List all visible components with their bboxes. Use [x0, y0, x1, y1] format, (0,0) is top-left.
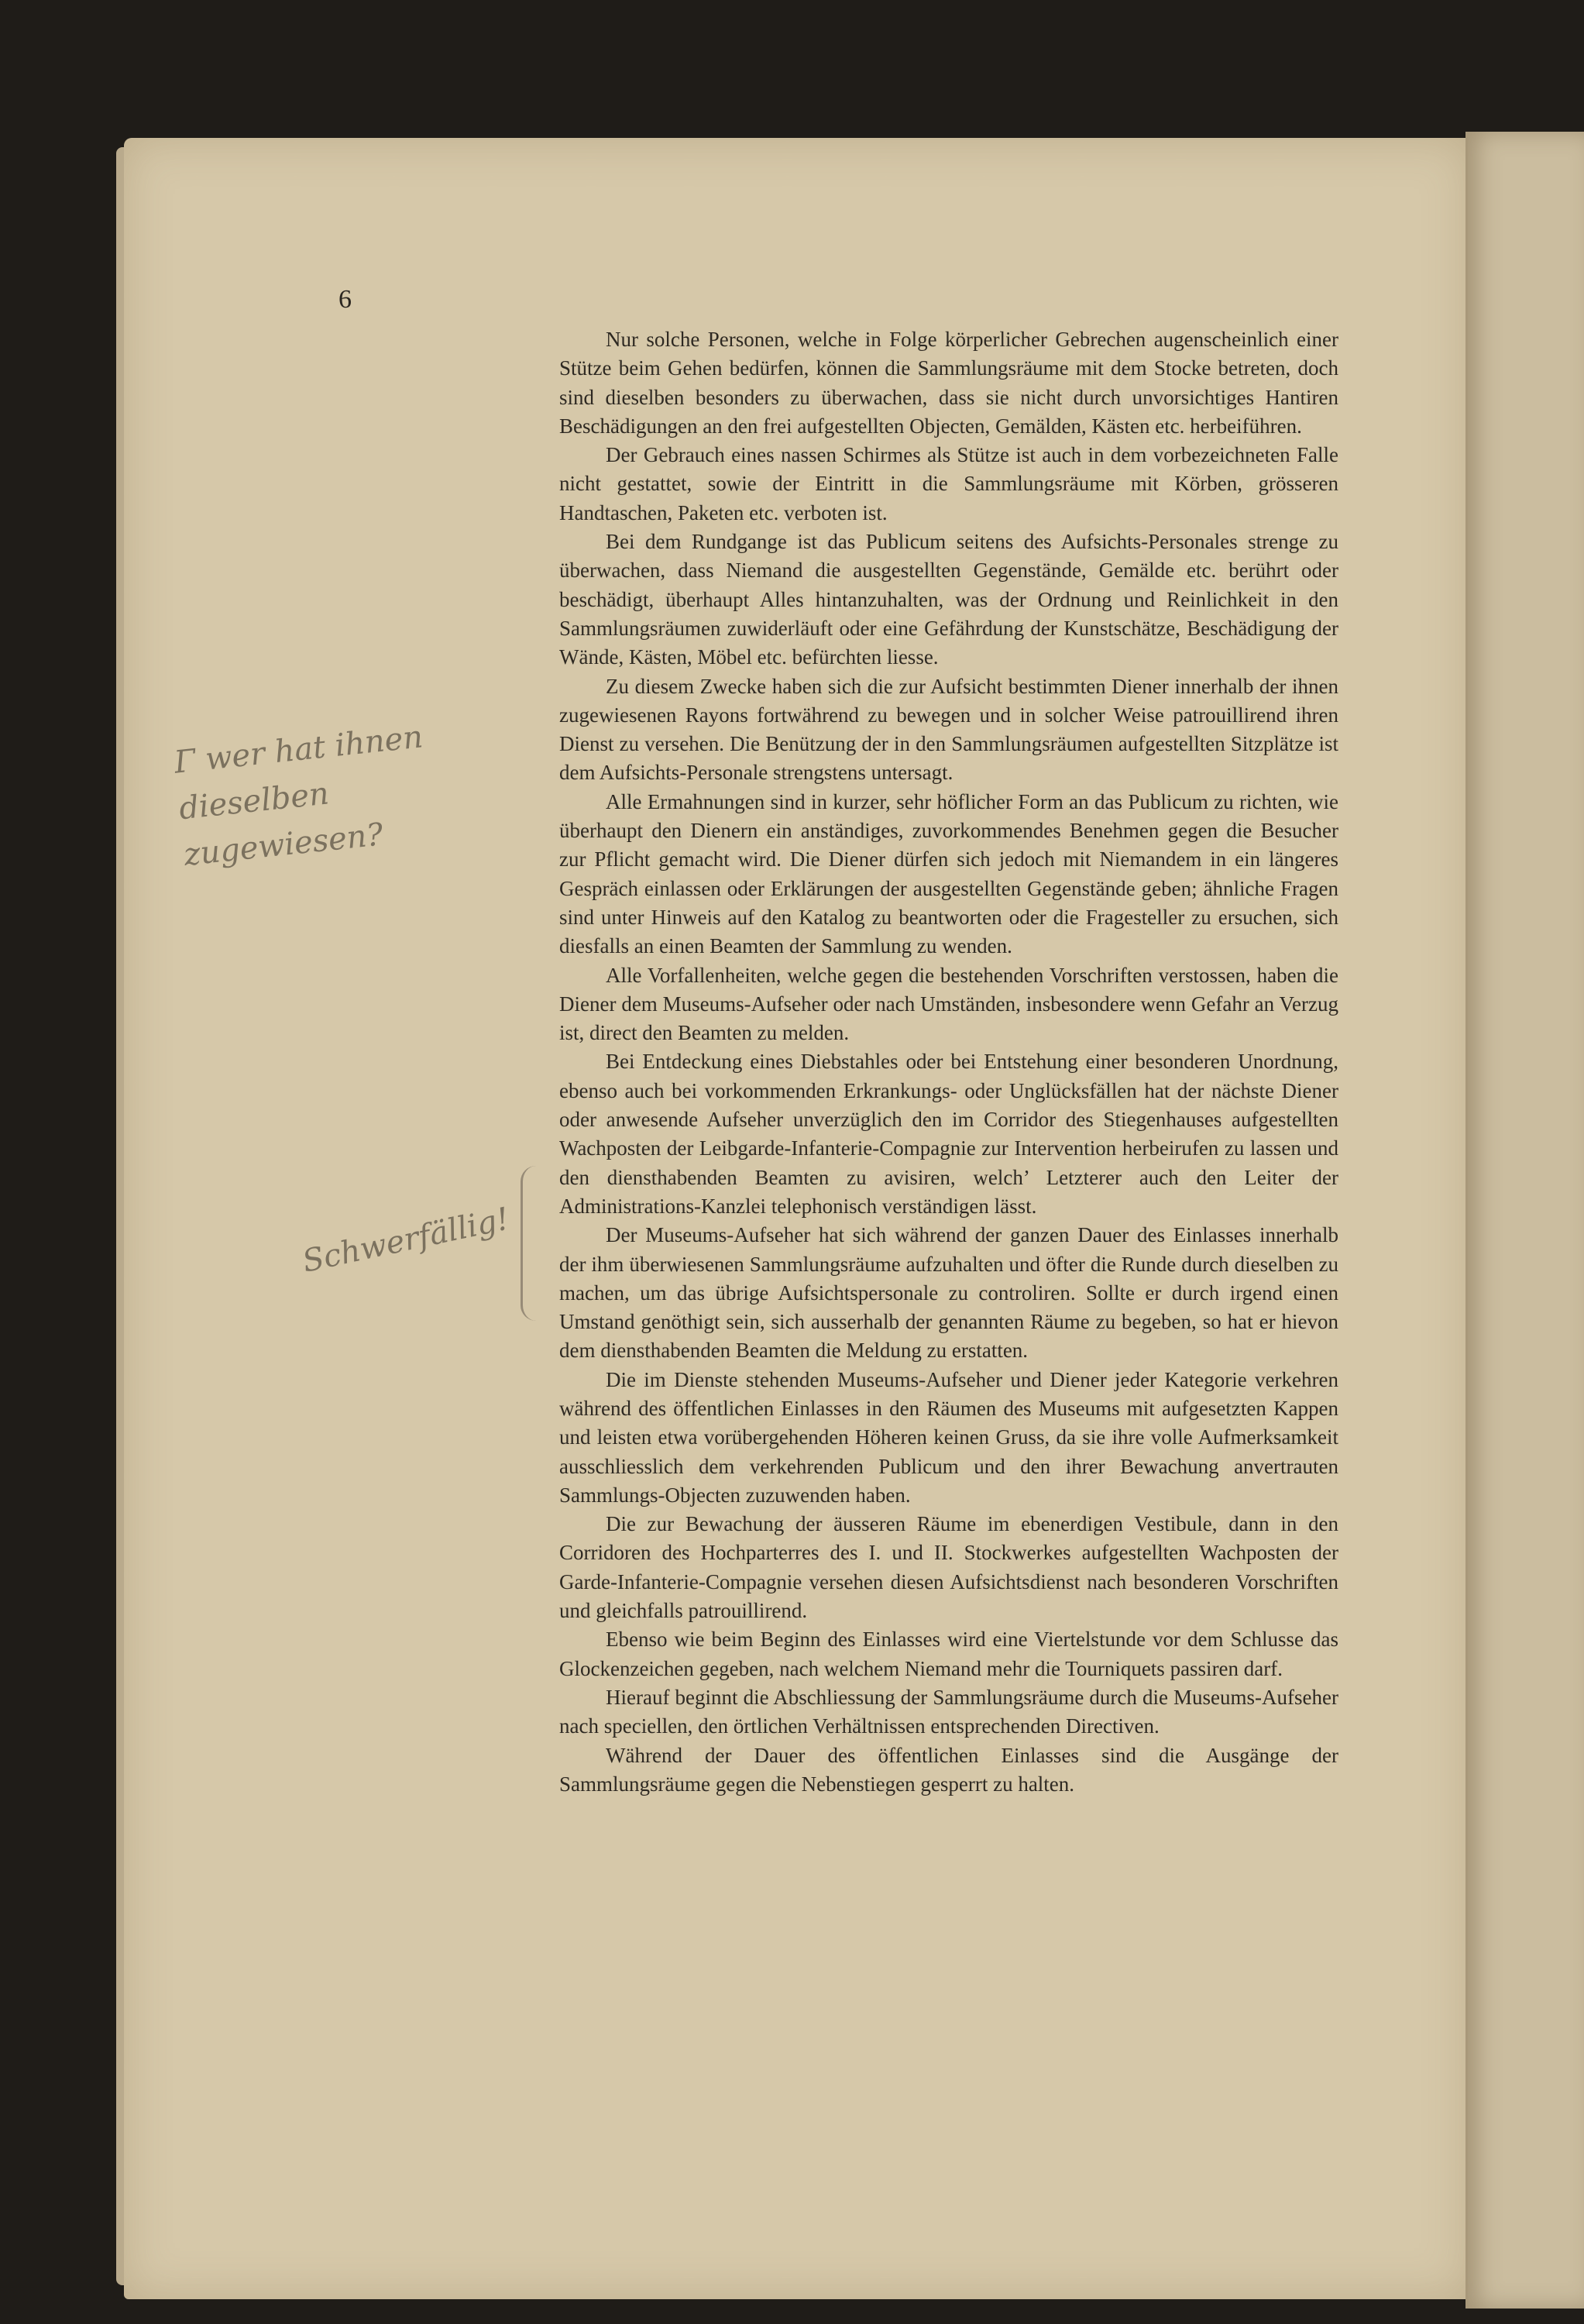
handwritten-margin-note-schwerfaellig: Schwerfällig! — [299, 1201, 513, 1280]
paragraph: Der Museums-Aufseher hat sich während der ganzen Dauer des Einlasses innerhalb der ihm überwiesenen Sammlungsräume aufzuhalten und öfter die Runde durch dieselben zu machen, um das übrige Aufsichtspersonale zu controliren. Sollte er durch irgend einen Umstand genöthigt sein, sich ausserhalb der genannten Räume zu begeben, so hat er hievon dem diensthabenden Beamten die Meldung zu erstatten. — [559, 1223, 1338, 1363]
paragraph: Alle Vorfallenheiten, welche gegen die bestehenden Vorschriften verstossen, haben die Diener dem Museums-Aufseher oder nach Umständen, insbesondere wenn Gefahr an Verzug ist, direct den Beamten zu melden. — [559, 963, 1338, 1045]
handwritten-brace-mark — [521, 1166, 546, 1321]
paragraph: Ebenso wie beim Beginn des Einlasses wird eine Viertelstunde vor dem Schlusse das Glockenzeichen gegeben, nach welchem Niemand mehr die Tourniquets passiren darf. — [559, 1628, 1338, 1680]
paragraph: Bei dem Rundgange ist das Publicum seitens des Aufsichts-Personales strenge zu überwachen, dass Niemand die ausgestellten Gegenstände, Gemälde etc. berührt oder beschädigt, überhaupt Alles hintanzuhalten, was der Ordnung und Reinlichkeit in den Sammlungsräumen zuwiderläuft oder eine Gefährdung der Kunstschätze, Beschädigung der Wände, Kästen, Möbel etc. befürchten liesse. — [559, 530, 1338, 669]
paragraph: Während der Dauer des öffentlichen Einlasses sind die Ausgänge der Sammlungsräume gegen die Nebenstiegen gesperrt zu halten. — [559, 1743, 1338, 1796]
paragraph: Hierauf beginnt die Abschliessung der Sammlungsräume durch die Museums-Aufseher nach speciellen, den örtlichen Verhältnissen entsprechenden Directiven. — [559, 1685, 1338, 1738]
paragraph: Bei Entdeckung eines Diebstahles oder bei Entstehung einer besonderen Unordnung, ebenso auch bei vorkommenden Erkrankungs- oder Unglücksfällen hat der nächste Diener oder anwesende Aufseher unverzüglich den im Corridor des Stiegenhauses aufgestellten Wachposten der Leibgarde-Infanterie-Compagnie zur Intervention herbeirufen zu lassen und den diensthabenden Beamten zu avisiren, welch’ Letzterer auch den Leiter der Administrations-Kanzlei telephonisch verständigen lässt. — [559, 1050, 1338, 1218]
handwritten-margin-note-rayons: Γ wer hat ihnen dieselben zugewiesen? — [172, 719, 425, 874]
paragraph: Der Gebrauch eines nassen Schirmes als Stütze ist auch in dem vorbezeichneten Falle nicht gestattet, sowie der Eintritt in die Sammlungsräume mit Körben, grösseren Handtaschen, Paketen etc. verboten ist. — [559, 443, 1338, 524]
paragraph: Alle Ermahnungen sind in kurzer, sehr höflicher Form an das Publicum zu richten, wie überhaupt den Dienern ein anständiges, zuvorkommendes Benehmen gegen die Besucher zur Pflicht gemacht wird. Die Diener dürfen sich jedoch mit Niemandem in ein längeres Gespräch einlassen oder Erklärungen der ausgestellten Gegenstände geben; ähnliche Fragen sind unter Hinweis auf den Katalog zu beantworten oder die Fragesteller zu ersuchen, sich diesfalls an einen Beamten der Sammlung zu wenden. — [559, 789, 1338, 958]
paragraph: Die zur Bewachung der äusseren Räume im ebenerdigen Vestibule, dann in den Corridoren des Hochparterres des I. und II. Stockwerkes aufgestellten Wachposten der Garde-Infanterie-Compagnie versehen diesen Aufsichtsdienst nach besonderen Vorschriften und gleichfalls patrouillirend. — [559, 1512, 1338, 1623]
paragraph: Zu diesem Zwecke haben sich die zur Aufsicht bestimmten Diener innerhalb der ihnen zugewiesenen Rayons fortwährend zu bewegen und in solcher Weise patrouillirend ihren Dienst zu versehen. Die Benützung der in den Sammlungsräumen aufgestellten Sitzplätze ist dem Aufsichts-Personale strengstens untersagt. — [559, 674, 1338, 785]
page-number: 6 — [338, 285, 352, 314]
paragraph: Nur solche Personen, welche in Folge körperlicher Gebrechen augenscheinlich einer Stütze beim Gehen bedürfen, können die Sammlungsräume mit dem Stocke betreten, doch sind dieselben besonders zu überwachen, dass sie nicht durch unvorsichtiges Hantiren Beschädigungen an den frei aufgestellten Objecten, Gemälden, Kästen etc. herbeiführen. — [559, 328, 1338, 438]
body-text — [559, 325, 1338, 1799]
paragraph: Die im Dienste stehenden Museums-Aufseher und Diener jeder Kategorie verkehren während des öffentlichen Einlasses in den Räumen des Museums mit aufgesetzten Kappen und leisten etwa vorübergehenden Höheren keinen Gruss, da sie ihre volle Aufmerksamkeit ausschliesslich dem verkehrenden Publicum und den ihrer Bewachung anvertrauten Sammlungs-Objecten zuzuwenden haben. — [559, 1367, 1338, 1507]
facing-page-edge — [1465, 132, 1584, 2309]
